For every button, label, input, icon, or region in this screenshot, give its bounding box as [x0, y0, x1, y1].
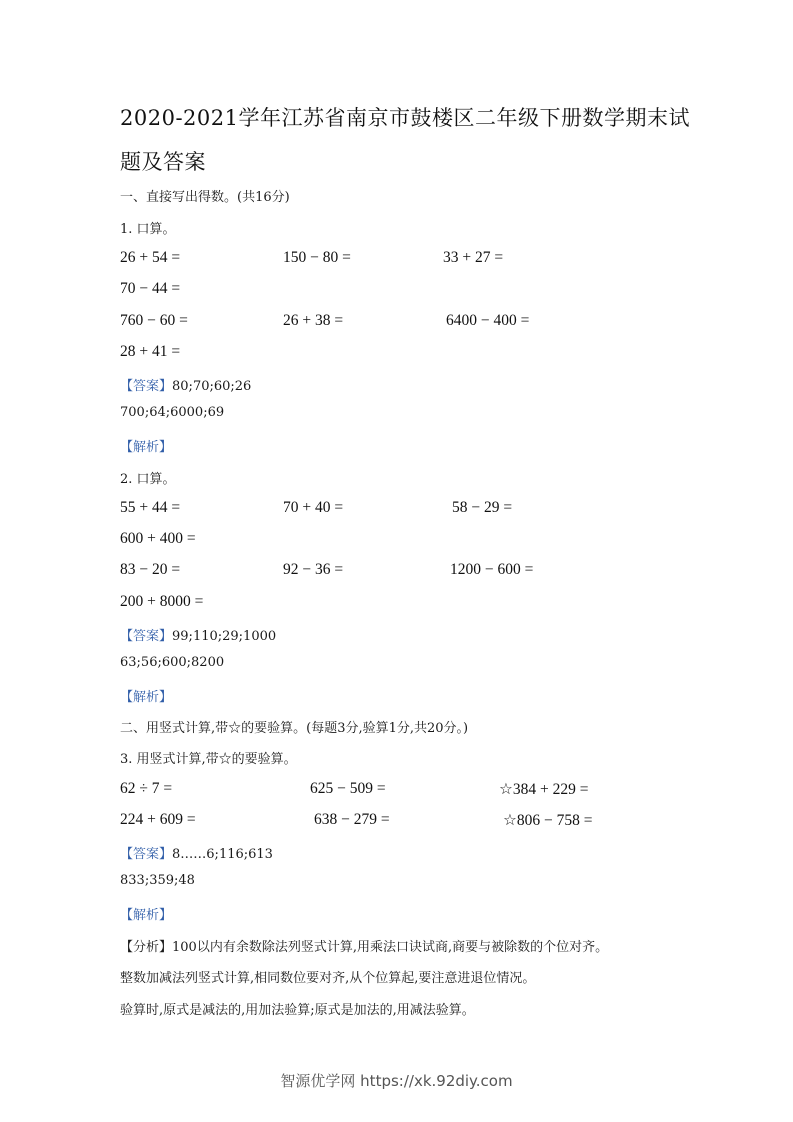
math-expression: 200 + 8000 = — [120, 593, 204, 610]
math-expression: 58 − 29 = — [452, 499, 513, 516]
question-1-label: 1. 口算。 — [120, 222, 176, 237]
answer-text: 833;359;48 — [120, 873, 195, 888]
analysis-text: 整数加减法列竖式计算,相同数位要对齐,从个位算起,要注意进退位情况。 — [120, 971, 536, 986]
answer-text: 700;64;6000;69 — [120, 405, 225, 420]
analysis-text: 100以内有余数除法列竖式计算,用乘法口诀试商,商要与被除数的个位对齐。 — [172, 940, 609, 955]
math-expression: ☆806 − 758 = — [503, 812, 593, 829]
math-expression: 1200 − 600 = — [450, 561, 534, 578]
math-expression: 224 + 609 = — [120, 811, 196, 828]
math-expression: 6400 − 400 = — [446, 312, 530, 329]
math-expression: 70 + 40 = — [283, 499, 344, 516]
math-expression: 70 − 44 = — [120, 280, 181, 297]
math-expression: 150 − 80 = — [283, 249, 351, 266]
answer-text: 8……6;116;613 — [172, 847, 273, 862]
answer-tag: 【答案】 — [120, 629, 173, 644]
analysis-tag: 【解析】 — [120, 440, 173, 455]
math-expression: 625 − 509 = — [310, 780, 386, 797]
section-heading-1: 一、直接写出得数。(共16分) — [120, 190, 290, 205]
analysis-text: 验算时,原式是减法的,用加法验算;原式是加法的,用减法验算。 — [120, 1003, 475, 1018]
math-expression: 55 + 44 = — [120, 499, 181, 516]
math-expression: 600 + 400 = — [120, 530, 196, 547]
math-expression: 92 − 36 = — [283, 561, 344, 578]
analysis-paragraph — [120, 936, 608, 955]
math-expression: 28 + 41 = — [120, 343, 181, 360]
watermark-footer: 智源优学网 https://xk.92diy.com — [280, 1072, 513, 1090]
answer-line — [120, 625, 276, 644]
document-title: 2020-2021学年江苏省南京市鼓楼区二年级下册数学期末试题及答案 — [120, 106, 690, 174]
answer-tag: 【答案】 — [120, 847, 173, 862]
section-heading-2: 二、用竖式计算,带☆的要验算。(每题3分,验算1分,共20分。) — [120, 721, 469, 736]
answer-text: 63;56;600;8200 — [120, 655, 225, 670]
answer-tag: 【答案】 — [120, 379, 173, 394]
math-expression: 760 − 60 = — [120, 312, 188, 329]
math-expression: 638 − 279 = — [314, 811, 390, 828]
answer-line — [120, 375, 251, 394]
math-expression: 83 − 20 = — [120, 561, 181, 578]
question-3-label: 3. 用竖式计算,带☆的要验算。 — [120, 752, 297, 767]
analysis-tag: 【解析】 — [120, 690, 173, 705]
math-expression: 26 + 38 = — [283, 312, 344, 329]
answer-line — [120, 843, 273, 862]
analysis-tag: 【解析】 — [120, 908, 173, 923]
math-expression: 33 + 27 = — [443, 249, 504, 266]
answer-text: 99;110;29;1000 — [172, 629, 277, 644]
question-2-label: 2. 口算。 — [120, 472, 176, 487]
answer-text: 80;70;60;26 — [172, 379, 252, 394]
math-expression: 62 ÷ 7 = — [120, 780, 173, 797]
analysis-label: 【分析】 — [120, 940, 173, 955]
math-expression: ☆384 + 229 = — [499, 781, 589, 798]
math-expression: 26 + 54 = — [120, 249, 181, 266]
